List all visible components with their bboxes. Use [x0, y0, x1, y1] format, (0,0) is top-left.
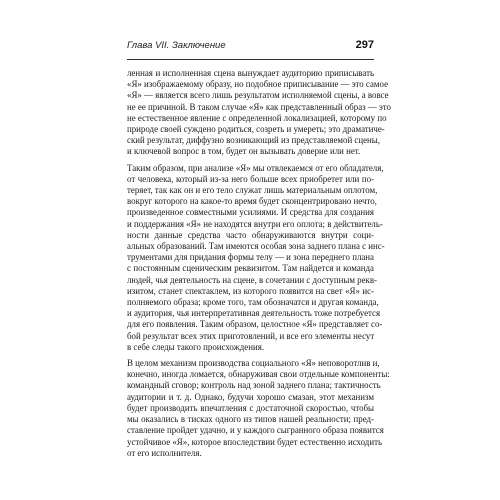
text-line: и аудитория, чья интерпретативная деятельность тоже потребуется: [127, 308, 381, 319]
text-line: будет производить впечатления с достаточной скоростью, чтобы: [127, 402, 374, 413]
text-line: Таким образом, при анализе «Я» мы отвлекаемся от его обладателя,: [127, 162, 384, 173]
text-line: ставление пройдет удачно, и у каждого сыгранного образа появится: [127, 425, 384, 436]
header-rule: [127, 59, 374, 60]
text-line: природе своей суждено родиться, созреть и умереть; это драматиче-: [127, 124, 385, 135]
text-line: ленная и исполненная сцена вынуждает аудиторию приписывать: [127, 68, 374, 78]
text-line: командный сговор; контроль над зоной заднего плана; тактичность: [127, 380, 381, 391]
text-line: устойчивое «Я», которое впоследствии будет естественно исходить: [127, 436, 382, 447]
text-line: не естественное явление с определенной локализацией, которому по: [127, 112, 387, 123]
text-line: ности данные средства часто обнаруживаются внутри соци-: [127, 229, 374, 240]
text-line: вокруг которого на какое-то время будет сконцентрировано нечто,: [127, 196, 377, 207]
paragraph: [127, 358, 390, 459]
text-line: ский результат, диффузно возникающий из представляемой сцены,: [127, 135, 380, 146]
text-line: от его исполнителя.: [127, 447, 202, 458]
text-line: трументами для придания формы телу — и зона переднего плана: [127, 252, 374, 263]
paragraph: [127, 162, 385, 353]
text-line: мы оказались в тисках одного из типов нашей реальности; пред-: [127, 414, 374, 425]
text-line: бой результат всех этих приготовлений, и все его элементы несут: [127, 330, 375, 341]
text-line: от человека, который из-за него больше всех приобретет или по-: [127, 173, 374, 184]
running-head: Глава VII. Заключение: [127, 40, 226, 51]
page-header: [127, 40, 374, 56]
text-line: альных образований. Там имеются особая зона заднего плана с инс-: [127, 241, 385, 252]
text-line: и ключевой вопрос в том, будет он вызывать доверие или нет.: [127, 146, 361, 157]
text-line: для его появления. Таким образом, целостное «Я» представляет со-: [127, 319, 383, 330]
text-line: «Я» — является всего лишь результатом исполняемой сцены, а вовсе: [127, 90, 389, 101]
text-line: произведенное совместными усилиями. И средства для создания: [127, 207, 374, 218]
text-line: изитом, станет спектаклем, из которого появится на свет «Я» ис-: [127, 285, 374, 296]
text-line: полняемого образа; кроме того, там обозначатся и другая команда,: [127, 297, 379, 308]
text-line: людей, чья деятельность на сцене, в сочетании с доступным рекв-: [127, 274, 377, 285]
text-line: конечно, иногда ломается, обнаруживая свои отдельные компоненты:: [127, 369, 390, 380]
text-line: «Я» изображаемому образу, но подобное приписывание — это самое: [127, 79, 389, 90]
text-line: и поддержания «Я» не находятся внутри его оплота; в действитель-: [127, 218, 383, 229]
text-line: в себе следы такого происхождения.: [127, 341, 265, 352]
text-line: не ее причиной. В таком случае «Я» как представленный образ — это: [127, 101, 391, 112]
paragraph: [127, 68, 391, 158]
text-line: теряет, так как он и его тело служат лишь материальным оплотом,: [127, 185, 378, 196]
text-line: аудитории и т. д. Однако, будучи хорошо смазан, этот механизм: [127, 391, 374, 402]
page-number: 297: [355, 39, 374, 51]
text-line: В целом механизм производства социального «Я» неповоротлив и,: [127, 358, 380, 369]
body-text: [127, 68, 391, 464]
text-line: с постоянным сценическим реквизитом. Там найдется и команда: [127, 263, 374, 274]
